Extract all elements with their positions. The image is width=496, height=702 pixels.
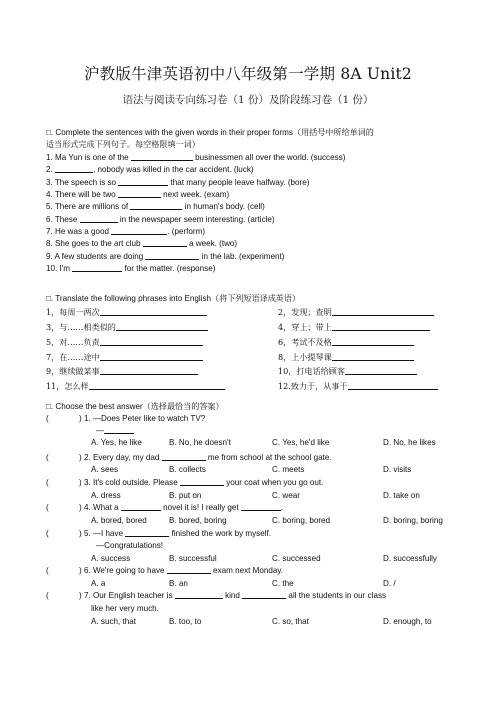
option-d[interactable]: D. successfully xyxy=(383,554,437,563)
s2-item-2: 2，发现；查明 xyxy=(278,307,434,318)
s2-item-6: 6，考试不及格 xyxy=(278,337,414,348)
answer-blank[interactable] xyxy=(100,366,198,375)
answer-blank[interactable] xyxy=(121,502,161,511)
s2-item-3: 3，与……相类似的 xyxy=(46,322,208,333)
s2-item-12: 12.致力于，从事于 xyxy=(278,381,438,392)
option-b[interactable]: B. too, to xyxy=(169,617,202,626)
answer-blank[interactable] xyxy=(100,337,203,346)
answer-blank[interactable] xyxy=(332,352,414,361)
section2-heading: □. Translate the following phrases into English（将下列短语译成英语） xyxy=(46,294,301,303)
s1-item-2: 2. , nobody was killed in the car accident. (luck) xyxy=(46,165,254,174)
s1-item-4: 4. There will be two next week. (exam) xyxy=(46,190,230,199)
s1-item-8: 8. She goes to the art club a week. (two) xyxy=(46,239,238,248)
s2-item-4: 4，穿上；带上 xyxy=(278,322,430,333)
s1-item-1: 1. Ma Yun is one of the businessmen all over the world. (success) xyxy=(46,153,346,162)
worksheet-page: 沪教版牛津英语初中八年级第一学期 8A Unit2 语法与阅读专向练习卷（1 份）及阶段练习卷（1 份） □. Complete the sentences with the given words in their proper forms（用括号中所给单词的 适当形式完成下列句子。每空格限填一词） 1. Ma Yun is one of the businessmen all over the world. (success) 2. , nobody was killed in the car accident. (luck) 3. The speech is so that many people leave halfway. (bore) 4. There will be two next week. (exam) 5. There are millions of in human's body. (cell) 6. These in the newspaper seem interesting. (article) 7. He was a good . (perform) 8. She goes to the art club a week. (two) 9. A few students are doing in the lab. (experiment) 10. I'm for the matter. (response) □. Translate the following phrases into English（将下列短语译成英语） 1，每周一两次 2，发现；查明 3，与……相类似的 4，穿上；带上 5，对……负责 6，考试不及格 7，在……途中 8，上小提琴课 9，继续做某事 10，打电话给顾客 11，怎么样 12.致力于，从事于 □. Choose the best answer（选择最恰当的答案） ( ) 1. —Does Peter like to watch TV? — A. Yes, he like B. No, he doesn't C. Yes, he'd like D. No, he likes ( ) 2. Every day, my dad me from school at the school gate. A. sees B. collects C. meets D. visits ( ) 3. It's cold outside. Please your coat when you go out. A. dress B. put on C. wear D. take on ( ) 4. What a novel it is! I really get . A. bored, bored B. bored, boring C. boring, bored D. boring, boring ( ) 5. —I have finished the work by myself. —Congratulations! A. success B. successful C. successed D. successfully ( ) 6. We're going to have exam next Monday. A. a B. an C. the D. / ( ) 7. Our English teacher is kind all the students in our class like her very much. A. such, that B. too, to C. so, that D. enough, to xyxy=(0,0,496,702)
option-a[interactable]: A. sees xyxy=(91,465,118,474)
option-c[interactable]: C. Yes, he'd like xyxy=(272,438,330,447)
answer-blank[interactable] xyxy=(332,307,434,316)
s2-item-9: 9，继续做某事 xyxy=(46,366,198,377)
option-c[interactable]: C. boring, bored xyxy=(272,516,331,525)
option-b[interactable]: B. an xyxy=(169,579,188,588)
answer-blank[interactable] xyxy=(242,590,286,599)
option-b[interactable]: B. collects xyxy=(169,465,206,474)
s2-item-5: 5，对……负责 xyxy=(46,337,203,348)
section3-heading: □. Choose the best answer（选择最恰当的答案） xyxy=(46,402,224,411)
option-a[interactable]: A. dress xyxy=(91,491,121,500)
s2-item-7: 7，在……途中 xyxy=(46,352,203,363)
option-d[interactable]: D. boring, boring xyxy=(383,516,443,525)
option-a[interactable]: A. a xyxy=(91,579,106,588)
option-c[interactable]: C. successed xyxy=(272,554,321,563)
s1-item-3: 3. The speech is so that many people leave halfway. (bore) xyxy=(46,178,310,187)
s1-item-5: 5. There are millions of in human's body. (cell) xyxy=(46,202,265,211)
answer-blank[interactable] xyxy=(89,381,225,390)
page-subtitle: 语法与阅读专向练习卷（1 份）及阶段练习卷（1 份） xyxy=(122,94,374,106)
section-marker: □ xyxy=(46,294,51,303)
answer-blank[interactable] xyxy=(118,177,168,186)
option-d[interactable]: D. No, he likes xyxy=(383,438,436,447)
option-d[interactable]: D. / xyxy=(383,579,396,588)
option-d[interactable]: D. take on xyxy=(383,491,420,500)
option-c[interactable]: C. wear xyxy=(272,491,300,500)
answer-blank[interactable] xyxy=(104,425,134,434)
s2-item-11: 11，怎么样 xyxy=(46,381,225,392)
option-b[interactable]: B. successful xyxy=(169,554,217,563)
answer-blank[interactable] xyxy=(72,263,122,272)
section-marker: □ xyxy=(46,402,51,411)
section1-heading-cont: 适当形式完成下列句子。每空格限填一词） xyxy=(46,140,200,149)
s1-item-10: 10. I'm for the matter. (response) xyxy=(46,264,216,273)
page-title: 沪教版牛津英语初中八年级第一学期 8A Unit2 xyxy=(83,65,412,83)
option-a[interactable]: A. success xyxy=(91,554,131,563)
answer-blank[interactable] xyxy=(345,366,417,375)
answer-blank[interactable] xyxy=(118,189,161,198)
option-b[interactable]: B. put on xyxy=(169,491,202,500)
answer-blank[interactable] xyxy=(80,214,118,223)
answer-blank[interactable] xyxy=(130,201,182,210)
answer-blank[interactable] xyxy=(180,477,224,486)
answer-blank[interactable] xyxy=(332,322,430,331)
option-d[interactable]: D. visits xyxy=(383,465,412,474)
s2-item-1: 1，每周一两次 xyxy=(46,307,207,318)
s1-item-7: 7. He was a good . (perform) xyxy=(46,227,206,236)
option-c[interactable]: C. the xyxy=(272,579,294,588)
answer-blank[interactable] xyxy=(116,322,208,331)
option-c[interactable]: C. so, that xyxy=(272,617,309,626)
answer-blank[interactable] xyxy=(125,528,169,537)
answer-blank[interactable] xyxy=(167,565,211,574)
answer-blank[interactable] xyxy=(175,590,223,599)
s2-item-10: 10，打电话给顾客 xyxy=(278,366,417,377)
answer-blank[interactable] xyxy=(145,251,199,260)
answer-blank[interactable] xyxy=(131,152,193,161)
answer-blank[interactable] xyxy=(241,502,281,511)
answer-blank[interactable] xyxy=(111,226,167,235)
option-a[interactable]: A. such, that xyxy=(91,617,136,626)
option-b[interactable]: B. bored, boring xyxy=(169,516,227,525)
answer-blank[interactable] xyxy=(143,238,187,247)
option-c[interactable]: C. meets xyxy=(272,465,305,474)
section1-heading: □. Complete the sentences with the given words in their proper forms（用括号中所给单词的 xyxy=(46,128,374,137)
option-d[interactable]: D. enough, to xyxy=(383,617,432,626)
option-a[interactable]: A. bored, bored xyxy=(91,516,147,525)
answer-blank[interactable] xyxy=(100,352,203,361)
s1-item-9: 9. A few students are doing in the lab. (experiment) xyxy=(46,252,285,261)
s1-item-6: 6. These in the newspaper seem interesting. (article) xyxy=(46,215,275,224)
answer-blank[interactable] xyxy=(100,307,207,316)
option-b[interactable]: B. No, he doesn't xyxy=(169,438,231,447)
section-marker: □ xyxy=(46,128,51,137)
s2-item-8: 8，上小提琴课 xyxy=(278,352,414,363)
answer-blank[interactable] xyxy=(162,452,206,461)
answer-blank[interactable] xyxy=(348,381,438,390)
answer-blank[interactable] xyxy=(55,164,93,173)
answer-blank[interactable] xyxy=(332,337,414,346)
option-a[interactable]: A. Yes, he like xyxy=(91,438,142,447)
